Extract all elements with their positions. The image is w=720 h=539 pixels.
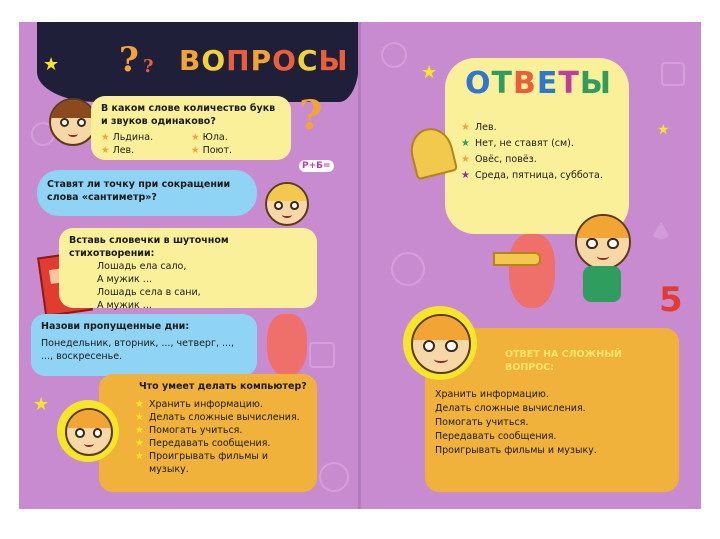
girl-avatar xyxy=(265,182,309,226)
doodle-square xyxy=(309,342,335,368)
hard-answer-heading: ОТВЕТ НА СЛОЖНЫЙ ВОПРОС: xyxy=(505,349,622,373)
cat-icon xyxy=(509,234,555,308)
doodle-circle xyxy=(319,462,349,492)
doodle-circle xyxy=(391,252,425,286)
computer-skills-list xyxy=(109,398,307,476)
star-icon: ★ xyxy=(101,145,110,156)
boy-avatar xyxy=(411,314,471,374)
trumpet-icon xyxy=(493,252,541,266)
list-item: ★ Нет, не ставят (см). xyxy=(461,136,603,152)
list-item: Передавать сообщения. xyxy=(435,431,557,442)
question-5-text: Что умеет делать компьютер? xyxy=(139,381,307,392)
poem-line: А мужик ... xyxy=(97,300,152,311)
star-icon: ★ xyxy=(657,122,670,138)
star-icon: ★ xyxy=(33,394,50,415)
question-mark-icon: ? xyxy=(299,92,323,139)
poem-line: Лошадь ела сало, xyxy=(97,261,187,272)
list-item: Помогать учиться. xyxy=(435,417,529,428)
doodle-square xyxy=(661,62,685,86)
answers-list xyxy=(461,120,603,184)
math-badge: Р+Б= xyxy=(299,160,334,172)
doodle-triangle xyxy=(651,222,671,239)
question-card-4 xyxy=(31,314,257,376)
left-page xyxy=(19,22,359,509)
star-icon: ★ xyxy=(421,62,438,83)
star-icon: ★ xyxy=(461,170,470,181)
list-item: ★ Помогать учиться. xyxy=(135,425,243,436)
question-card-2 xyxy=(37,170,257,216)
question-1-text: В каком слове количество букв и звуков одинаково? xyxy=(101,103,276,127)
list-item: ★ Проигрывать фильмы и музыку. xyxy=(135,451,269,475)
star-icon: ★ xyxy=(191,145,200,156)
list-item: ★ Делать сложные вычисления. xyxy=(135,412,300,423)
girl-body xyxy=(583,266,621,302)
doodle-circle xyxy=(381,42,407,68)
list-item: Хранить информацию. xyxy=(435,389,549,400)
right-page xyxy=(361,22,701,509)
star-icon: ★ xyxy=(135,399,144,410)
star-icon: ★ xyxy=(461,122,470,133)
girl-avatar xyxy=(49,98,97,146)
poem-line: А мужик ... xyxy=(97,274,152,285)
star-icon: ★ xyxy=(191,132,200,143)
list-item: ★ Среда, пятница, суббота. xyxy=(461,168,603,184)
question-3-text: Вставь словечки в шуточном стихотворении: xyxy=(69,235,229,259)
question-2-text: Ставят ли точку при сокращении слова «сантиметр»? xyxy=(47,179,231,203)
star-icon: ★ xyxy=(135,451,144,462)
number-five: 5 xyxy=(659,280,683,320)
list-item: ★ Овёс, повёз. xyxy=(461,152,603,168)
option-item: ★ Лев. xyxy=(101,145,135,156)
star-icon: ★ xyxy=(135,412,144,423)
question-card-5 xyxy=(99,374,317,492)
question-mark-icon: ? xyxy=(119,40,139,80)
page-title-questions: ВОПРОСЫ xyxy=(179,44,349,77)
question-4-text: Назови пропущенные дни: xyxy=(41,321,190,332)
question-4-body: Понедельник, вторник, ..., четверг, ..., ..., воскресенье. xyxy=(41,338,235,362)
question-card-1 xyxy=(91,96,291,160)
star-icon: ★ xyxy=(43,54,60,75)
option-item: ★ Поют. xyxy=(191,145,233,156)
poem-line: Лошадь села в сани, xyxy=(97,287,201,298)
list-item: ★ Хранить информацию. xyxy=(135,399,263,410)
star-icon: ★ xyxy=(461,154,470,165)
boy-avatar xyxy=(65,408,113,456)
hard-answer-list xyxy=(435,388,669,458)
option-item: ★ Юла. xyxy=(191,132,228,143)
star-icon: ★ xyxy=(135,438,144,449)
star-icon: ★ xyxy=(135,425,144,436)
list-item: ★ Передавать сообщения. xyxy=(135,438,271,449)
list-item: Делать сложные вычисления. xyxy=(435,403,586,414)
page-title-answers: ОТВЕТЫ xyxy=(465,66,612,101)
question-mark-icon: ? xyxy=(143,56,154,77)
star-icon: ★ xyxy=(461,138,470,149)
option-item: ★ Льдина. xyxy=(101,132,154,143)
girl-avatar xyxy=(575,214,631,270)
star-icon: ★ xyxy=(101,132,110,143)
list-item: ★ Лев. xyxy=(461,120,603,136)
cat-icon xyxy=(267,314,307,376)
list-item: Проигрывать фильмы и музыку. xyxy=(435,445,597,456)
question-card-3 xyxy=(59,228,317,311)
